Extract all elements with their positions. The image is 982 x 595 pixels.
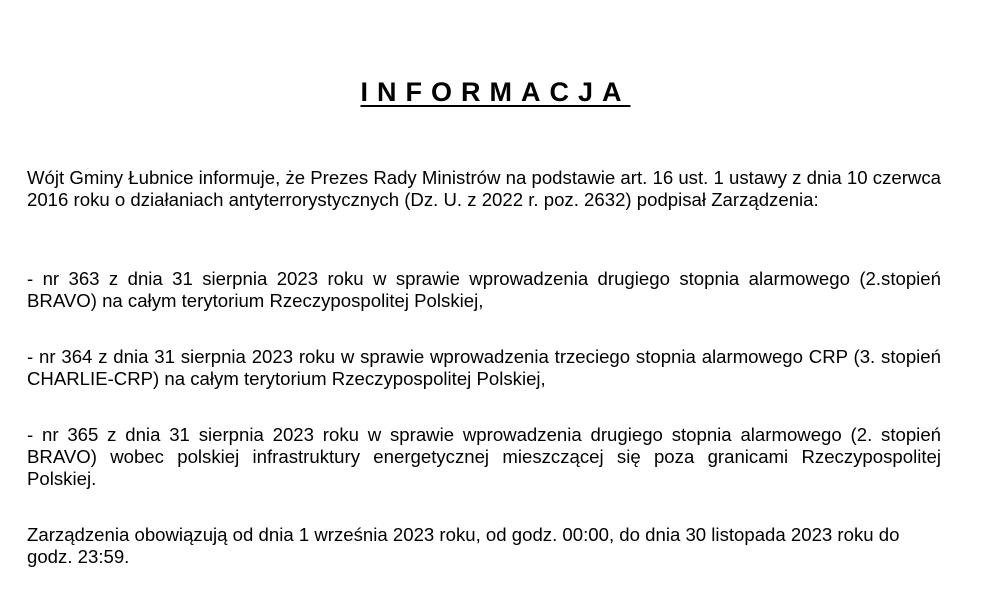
order-363-paragraph: - nr 363 z dnia 31 sierpnia 2023 roku w sprawie wprowadzenia drugiego stopnia alarmowego (2.stopień BRAVO) na całym terytorium Rzeczypospolitej Polskiej,: [27, 268, 941, 311]
intro-paragraph: Wójt Gminy Łubnice informuje, że Prezes Rady Ministrów na podstawie art. 16 ust. 1 ustawy z dnia 10 czerwca 2016 roku o działaniach antyterrorystycznych (Dz. U. z 2022 r. poz. 2632) podpisał Zarządzenia:: [27, 167, 941, 210]
order-364-paragraph: - nr 364 z dnia 31 sierpnia 2023 roku w sprawie wprowadzenia trzeciego stopnia alarmowego CRP (3. stopień CHARLIE-CRP) na całym terytorium Rzeczypospolitej Polskiej,: [27, 346, 941, 389]
validity-paragraph: Zarządzenia obowiązują od dnia 1 września 2023 roku, od godz. 00:00, do dnia 30 listopada 2023 roku do godz. 23:59.: [27, 524, 900, 567]
order-365-paragraph: - nr 365 z dnia 31 sierpnia 2023 roku w sprawie wprowadzenia drugiego stopnia alarmowego (2. stopień BRAVO) wobec polskiej infrastruktury energetycznej mieszczącej się poza granicami Rzeczypospolitej Polskiej.: [27, 424, 941, 489]
document-title: INFORMACJA: [360, 77, 631, 107]
